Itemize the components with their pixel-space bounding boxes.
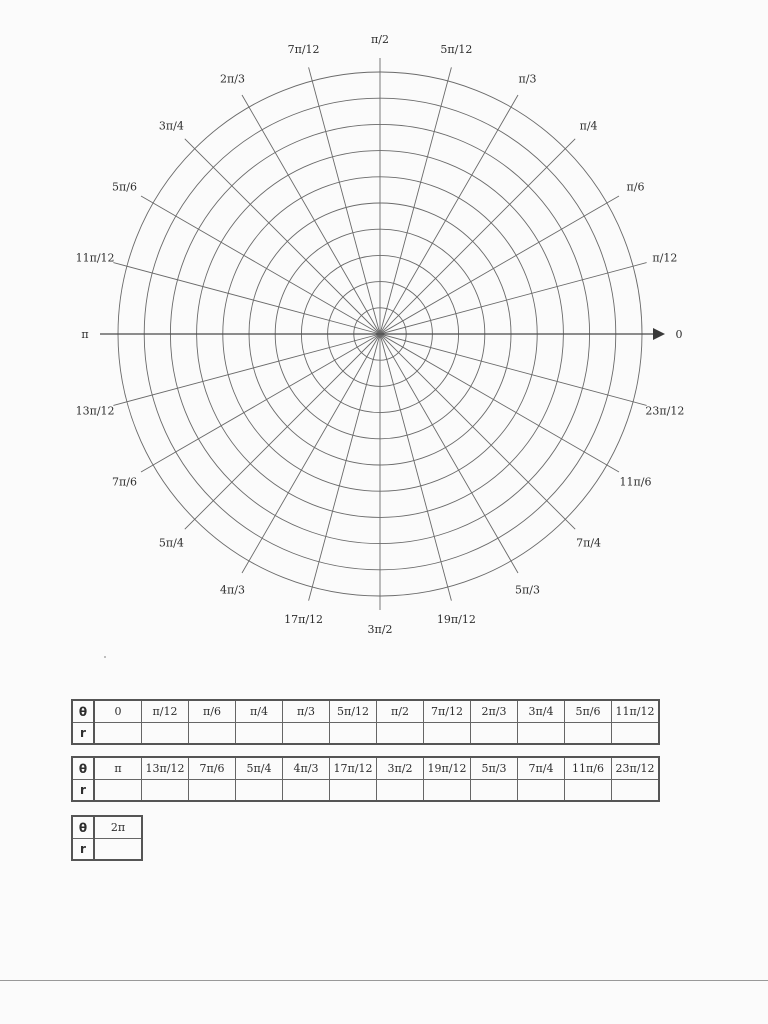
polar-spoke — [380, 334, 647, 405]
angle-label: 19π/12 — [436, 612, 476, 626]
theta-row — [72, 700, 659, 723]
r-value-cell[interactable] — [424, 780, 471, 802]
theta-value-cell: π/3 — [283, 700, 330, 723]
angle-label: 11π/12 — [75, 251, 115, 265]
angle-label: 3π/4 — [158, 119, 184, 133]
angle-label: 5π/12 — [440, 43, 473, 57]
polar-spoke — [242, 334, 380, 573]
angle-label: 23π/12 — [645, 404, 685, 418]
r-symbol: r — [72, 839, 94, 861]
angle-label: 7π/12 — [287, 43, 320, 57]
scan-speck — [104, 656, 106, 658]
polar-spoke — [380, 67, 451, 334]
theta-value-cell: π/2 — [377, 700, 424, 723]
theta-value-cell: 7π/6 — [189, 757, 236, 780]
r-value-cell[interactable] — [424, 723, 471, 745]
polar-spoke — [185, 139, 380, 334]
r-symbol: r — [72, 780, 94, 802]
polar-spoke — [380, 334, 619, 472]
r-value-cell[interactable] — [471, 723, 518, 745]
theta-value-cell: π/6 — [189, 700, 236, 723]
r-value-cell[interactable] — [189, 723, 236, 745]
theta-value-cell: π/12 — [142, 700, 189, 723]
r-value-cell[interactable] — [518, 723, 565, 745]
angle-label: 2π/3 — [220, 72, 245, 86]
angle-label: 5π/6 — [112, 180, 137, 194]
angle-label: π/6 — [626, 180, 645, 194]
theta-value-cell: 23π/12 — [612, 757, 660, 780]
r-row — [72, 723, 659, 745]
theta-value-cell: 17π/12 — [330, 757, 377, 780]
theta-value-cell: 11π/6 — [565, 757, 612, 780]
theta-value-cell: 13π/12 — [142, 757, 189, 780]
r-value-cell[interactable] — [565, 723, 612, 745]
r-value-cell[interactable] — [142, 723, 189, 745]
r-value-cell[interactable] — [236, 723, 283, 745]
angle-label: 3π/2 — [367, 623, 393, 636]
theta-value-cell: π — [94, 757, 142, 780]
theta-row — [72, 816, 142, 839]
r-value-cell[interactable] — [236, 780, 283, 802]
theta-value-cell: 0 — [94, 700, 142, 723]
theta-symbol: θ — [72, 757, 94, 780]
r-value-cell[interactable] — [518, 780, 565, 802]
theta-value-cell: 5π/3 — [471, 757, 518, 780]
theta-value-cell: 2π — [94, 816, 142, 839]
polar-spoke — [380, 334, 451, 601]
polar-spoke — [380, 263, 647, 334]
r-value-cell[interactable] — [94, 780, 142, 802]
theta-value-cell: 5π/4 — [236, 757, 283, 780]
theta-value-cell: 7π/4 — [518, 757, 565, 780]
theta-value-cell: 5π/12 — [330, 700, 377, 723]
theta-value-cell: 3π/4 — [518, 700, 565, 723]
theta-value-cell: 5π/6 — [565, 700, 612, 723]
theta-value-cell: 3π/2 — [377, 757, 424, 780]
r-value-cell[interactable] — [612, 723, 660, 745]
theta-value-cell: π/4 — [236, 700, 283, 723]
angle-label: 17π/12 — [284, 612, 324, 626]
angle-label: 0 — [675, 328, 683, 341]
theta-symbol: θ — [72, 700, 94, 723]
angle-label: π — [81, 328, 89, 341]
values-table-3 — [71, 815, 143, 861]
angle-label: 11π/6 — [619, 475, 652, 489]
theta-row — [72, 757, 659, 780]
r-value-cell[interactable] — [283, 780, 330, 802]
angle-label: 4π/3 — [220, 583, 245, 597]
angle-label: 7π/4 — [576, 536, 602, 550]
angle-label: 13π/12 — [75, 404, 115, 418]
theta-value-cell: 7π/12 — [424, 700, 471, 723]
polar-spoke — [380, 95, 518, 334]
polar-spoke — [185, 334, 380, 529]
angle-label: π/4 — [579, 119, 598, 133]
polar-spoke — [242, 95, 380, 334]
r-value-cell[interactable] — [142, 780, 189, 802]
r-value-cell[interactable] — [94, 839, 142, 861]
polar-spoke — [380, 139, 575, 334]
r-symbol: r — [72, 723, 94, 745]
r-value-cell[interactable] — [189, 780, 236, 802]
theta-value-cell: 11π/12 — [612, 700, 660, 723]
polar-spoke — [380, 334, 518, 573]
angle-label: π/3 — [518, 72, 537, 86]
polar-spoke — [380, 196, 619, 334]
r-value-cell[interactable] — [94, 723, 142, 745]
angle-label: 7π/6 — [112, 475, 137, 489]
r-value-cell[interactable] — [377, 723, 424, 745]
theta-value-cell: 4π/3 — [283, 757, 330, 780]
angle-label: π/2 — [371, 33, 389, 46]
r-value-cell[interactable] — [330, 780, 377, 802]
polar-spoke — [309, 334, 380, 601]
polar-spoke — [380, 334, 575, 529]
r-value-cell[interactable] — [330, 723, 377, 745]
polar-spoke — [309, 67, 380, 334]
theta-value-cell: 2π/3 — [471, 700, 518, 723]
angle-label: 5π/3 — [515, 583, 540, 597]
r-value-cell[interactable] — [471, 780, 518, 802]
r-value-cell[interactable] — [612, 780, 660, 802]
polar-spoke — [141, 196, 380, 334]
angle-label: π/12 — [652, 251, 678, 265]
theta-value-cell: 19π/12 — [424, 757, 471, 780]
r-value-cell[interactable] — [565, 780, 612, 802]
theta-symbol: θ — [72, 816, 94, 839]
r-row — [72, 839, 142, 861]
page-bottom-rule — [0, 980, 768, 981]
polar-spoke — [113, 334, 380, 405]
polar-axis-arrow-icon — [653, 328, 665, 340]
angle-label: 5π/4 — [158, 536, 184, 550]
values-table-2 — [71, 756, 660, 802]
values-table-1 — [71, 699, 660, 745]
r-value-cell[interactable] — [377, 780, 424, 802]
r-value-cell[interactable] — [283, 723, 330, 745]
r-row — [72, 780, 659, 802]
polar-spoke — [113, 263, 380, 334]
polar-spoke — [141, 334, 380, 472]
